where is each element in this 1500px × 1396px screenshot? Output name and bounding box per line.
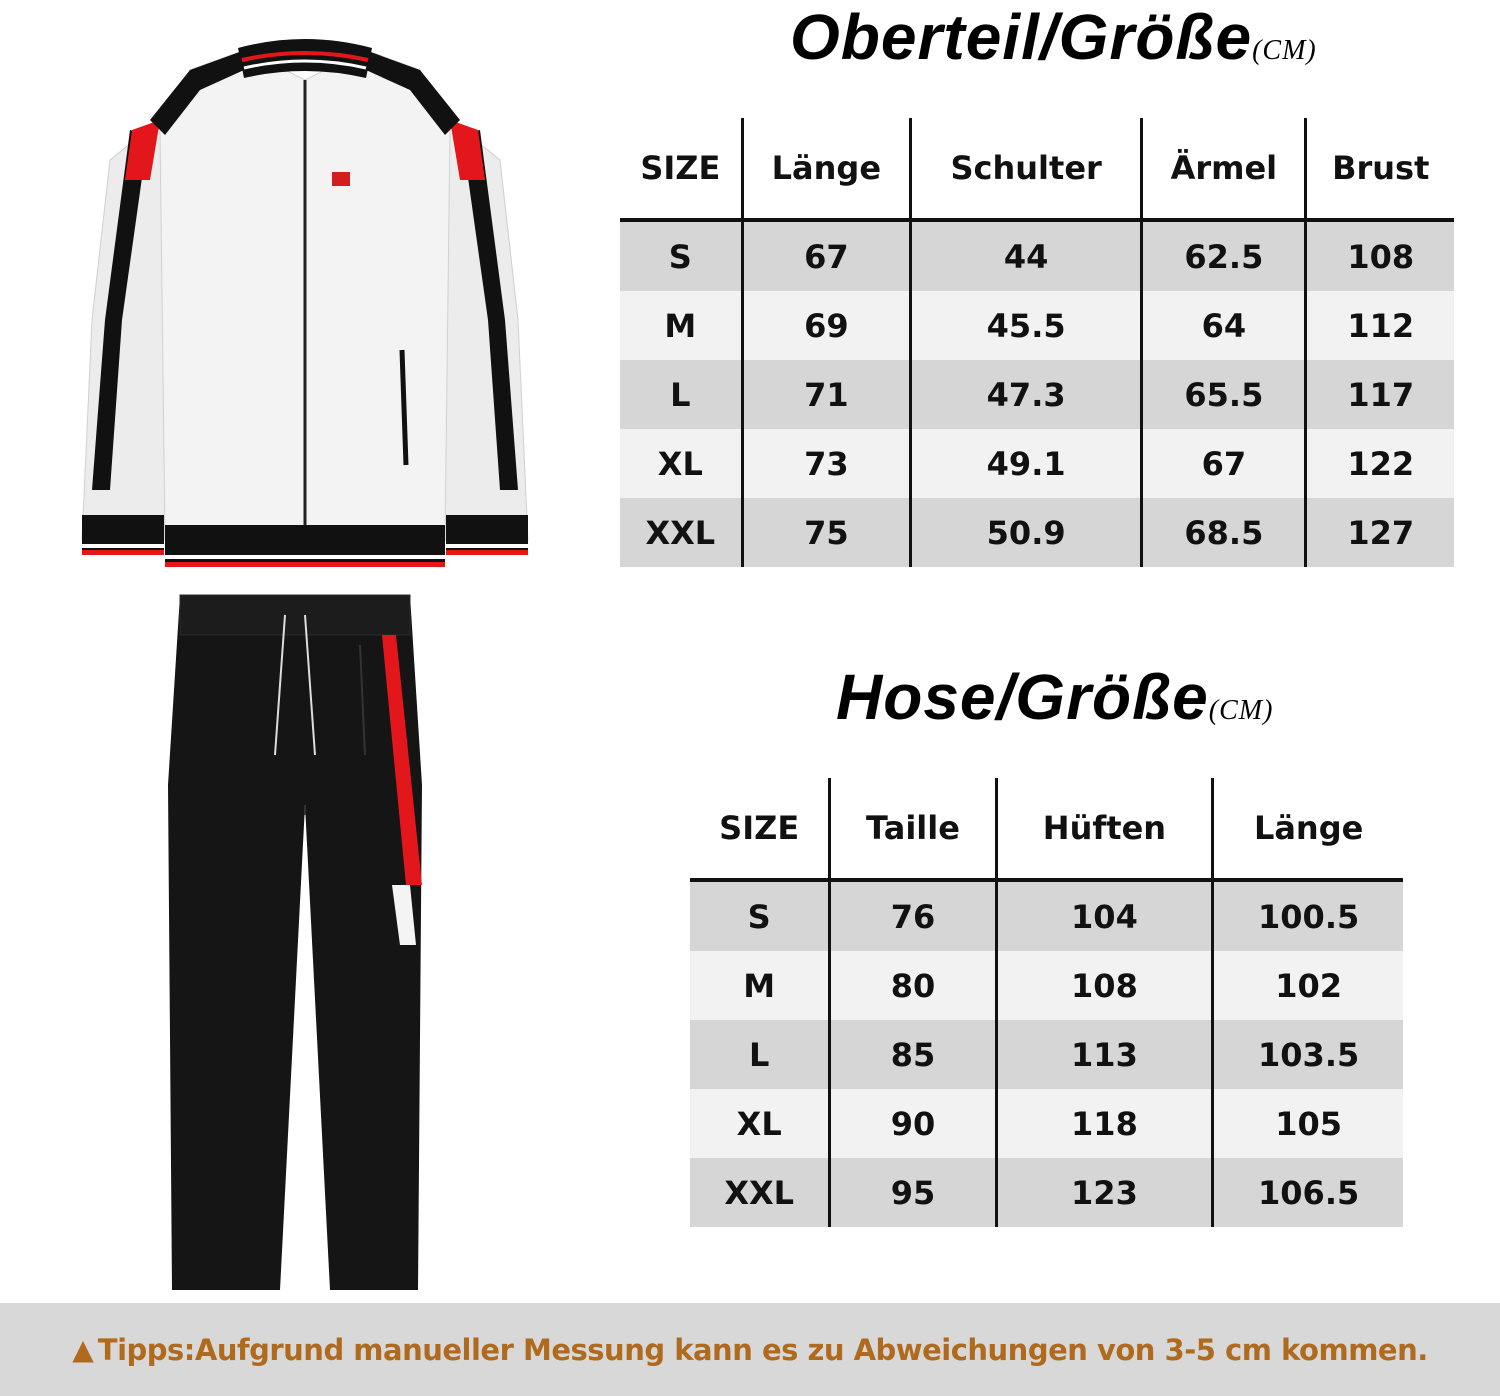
table-cell: 112	[1306, 291, 1454, 360]
table-cell: 45.5	[911, 291, 1142, 360]
table-cell: S	[690, 880, 830, 951]
table-cell: 62.5	[1142, 220, 1306, 291]
table-cell: 85	[830, 1020, 996, 1089]
table-cell: 106.5	[1213, 1158, 1403, 1227]
header-laenge: Länge	[742, 118, 910, 220]
table-cell: 65.5	[1142, 360, 1306, 429]
table-cell: L	[690, 1020, 830, 1089]
table-row	[620, 291, 1454, 360]
table-cell: 47.3	[911, 360, 1142, 429]
table-cell: 64	[1142, 291, 1306, 360]
header-brust: Brust	[1306, 118, 1454, 220]
table-cell: 67	[742, 220, 910, 291]
table-cell: S	[620, 220, 742, 291]
table-cell: 76	[830, 880, 996, 951]
table-row	[690, 1020, 1403, 1089]
table-row	[690, 1158, 1403, 1227]
jacket-image	[70, 20, 540, 580]
table-cell: 105	[1213, 1089, 1403, 1158]
pants-image	[160, 585, 450, 1295]
top-size-table	[620, 118, 1454, 567]
table-cell: 73	[742, 429, 910, 498]
table-row	[690, 880, 1403, 951]
table-cell: 122	[1306, 429, 1454, 498]
pants-size-table	[690, 778, 1403, 1227]
tips-bar	[0, 1303, 1500, 1396]
table-header-row	[690, 778, 1403, 880]
table-cell: 95	[830, 1158, 996, 1227]
table-header-row	[620, 118, 1454, 220]
table-cell: 104	[996, 880, 1213, 951]
header-laenge: Länge	[1213, 778, 1403, 880]
table-cell: 108	[996, 951, 1213, 1020]
table-row	[620, 429, 1454, 498]
tips-text: Tipps:Aufgrund manueller Messung kann es zu Abweichungen von 3-5 cm kommen.	[97, 1332, 1428, 1367]
table-cell: M	[690, 951, 830, 1020]
table-row	[620, 360, 1454, 429]
table-cell: 113	[996, 1020, 1213, 1089]
table-cell: 67	[1142, 429, 1306, 498]
table-row	[690, 1089, 1403, 1158]
table-cell: 68.5	[1142, 498, 1306, 567]
table-cell: 71	[742, 360, 910, 429]
table-cell: 127	[1306, 498, 1454, 567]
top-size-unit: (CM)	[1252, 35, 1317, 66]
pants-size-title-text: Hose/Größe	[836, 661, 1209, 733]
top-size-title-text: Oberteil/Größe	[790, 1, 1253, 73]
table-cell: XL	[620, 429, 742, 498]
table-cell: 123	[996, 1158, 1213, 1227]
table-cell: 49.1	[911, 429, 1142, 498]
pants-size-title	[836, 660, 1273, 734]
table-cell: 50.9	[911, 498, 1142, 567]
warning-triangle-icon: ▲	[72, 1333, 94, 1366]
header-taille: Taille	[830, 778, 996, 880]
table-row	[620, 220, 1454, 291]
header-schulter: Schulter	[911, 118, 1142, 220]
header-size: SIZE	[620, 118, 742, 220]
table-cell: 117	[1306, 360, 1454, 429]
table-cell: 102	[1213, 951, 1403, 1020]
table-row	[690, 951, 1403, 1020]
table-cell: XXL	[620, 498, 742, 567]
top-size-title	[790, 0, 1317, 74]
table-cell: XL	[690, 1089, 830, 1158]
table-cell: 118	[996, 1089, 1213, 1158]
table-row	[620, 498, 1454, 567]
table-cell: 100.5	[1213, 880, 1403, 951]
table-cell: 108	[1306, 220, 1454, 291]
table-cell: 44	[911, 220, 1142, 291]
table-cell: 103.5	[1213, 1020, 1403, 1089]
header-aermel: Ärmel	[1142, 118, 1306, 220]
header-hueften: Hüften	[996, 778, 1213, 880]
table-cell: 80	[830, 951, 996, 1020]
table-cell: 75	[742, 498, 910, 567]
table-cell: XXL	[690, 1158, 830, 1227]
table-cell: 69	[742, 291, 910, 360]
table-cell: 90	[830, 1089, 996, 1158]
header-size: SIZE	[690, 778, 830, 880]
table-cell: M	[620, 291, 742, 360]
table-cell: L	[620, 360, 742, 429]
pants-size-unit: (CM)	[1208, 695, 1274, 726]
